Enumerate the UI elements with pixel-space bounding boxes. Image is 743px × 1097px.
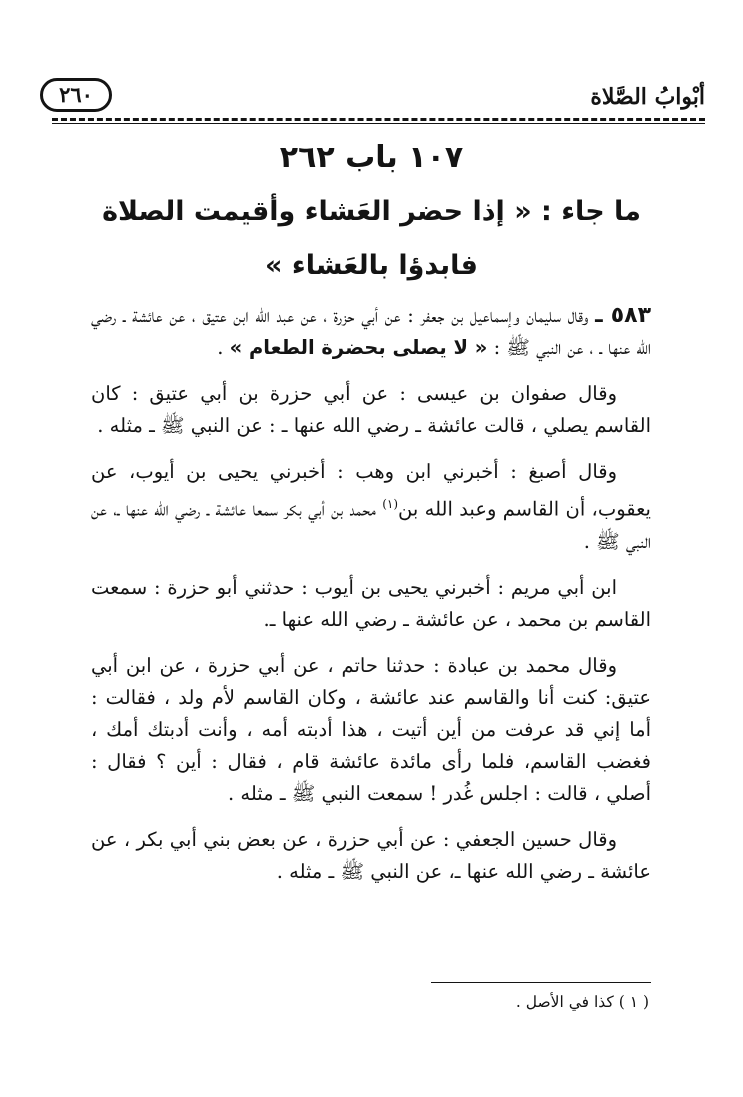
footnote-marker: (١) [382, 497, 399, 511]
header-dashed-rule [52, 118, 705, 121]
page-number-badge: ٢٦٠ [40, 78, 112, 112]
footnote-rule [431, 982, 651, 983]
prophetic-quote: « لا يصلى بحضرة الطعام » [229, 336, 488, 359]
running-header [40, 78, 705, 118]
paragraph-text: وقال أصبغ : أخبرني ابن وهب : أخبرني يحيى بن أيوب، عن يعقوب، أن القاسم وعبد الله بن [91, 460, 651, 521]
header-solid-rule [52, 123, 705, 124]
chapter-number: ١٠٧ باب ٢٦٢ [279, 140, 464, 175]
paragraph-hadith-583 [91, 300, 651, 364]
footnote: ( ١ ) كذا في الأصل . [515, 993, 649, 1011]
chapter-title [60, 185, 683, 293]
paragraph-asbagh [91, 456, 651, 558]
paragraph-husayn-aljufi: وقال حسين الجعفي : عن أبي حزرة ، عن بعض بني أبي بكر ، عن عائشة ـ رضي الله عنها ـ، عن النبي ﷺ ـ مثله . [91, 827, 651, 883]
running-title: أبْوابُ الصَّلاة [590, 84, 705, 110]
paragraph-text: محمد بن أبي بكر سمعا عائشة ـ رضي الله عنها ـ، عن النبي ﷺ . [91, 497, 651, 553]
paragraph-safwan: وقال صفوان بن عيسى : عن أبي حزرة بن أبي عتيق : كان القاسم يصلي ، قالت عائشة ـ رضي الله عنها ـ : عن النبي ﷺ ـ مثله . [91, 382, 651, 437]
paragraph-muhammad-ibn-ubada: وقال محمد بن عبادة : حدثنا حاتم ، عن أبي حزرة ، عن ابن أبي عتيق: كنت أنا والقاسم عند عائشة ، وكان القاسم لأم ولد ، فقالت : أما إني قد عرفت من أين أتيت ، هذا أدبته أمه ، وأنت أدبتك أمك ، فغضب القاسم، فلما رأى مائدة عائشة قام ، فقال : أين ؟ فقال : أصلي ، قالت : اجلس غُدر ! سمعت النبي ﷺ ـ مثله . [91, 653, 651, 805]
paragraph-ibn-abi-maryam: ابن أبي مريم : أخبرني يحيى بن أيوب : حدثني أبو حزرة : سمعت القاسم بن محمد ، عن عائشة ـ رضي الله عنها ـ. [91, 575, 651, 631]
body-text [91, 300, 651, 902]
chapter-title-line-2: فابدؤا بالعَشاء » [265, 250, 478, 281]
paragraph-text: وقال سليمان وإسماعيل بن جعفر : عن أبي حزرة ، عن عبد الله ابن عتيق ، عن عائشة ـ رضي الله عنها ـ ، عن النبي ﷺ : [91, 304, 651, 359]
paragraph-end: . [217, 336, 224, 359]
chapter-title-line-1: ما جاء : « إذا حضر العَشاء وأقيمت الصلاة [102, 196, 641, 227]
hadith-number: ٥٨٣ ـ [595, 303, 652, 328]
